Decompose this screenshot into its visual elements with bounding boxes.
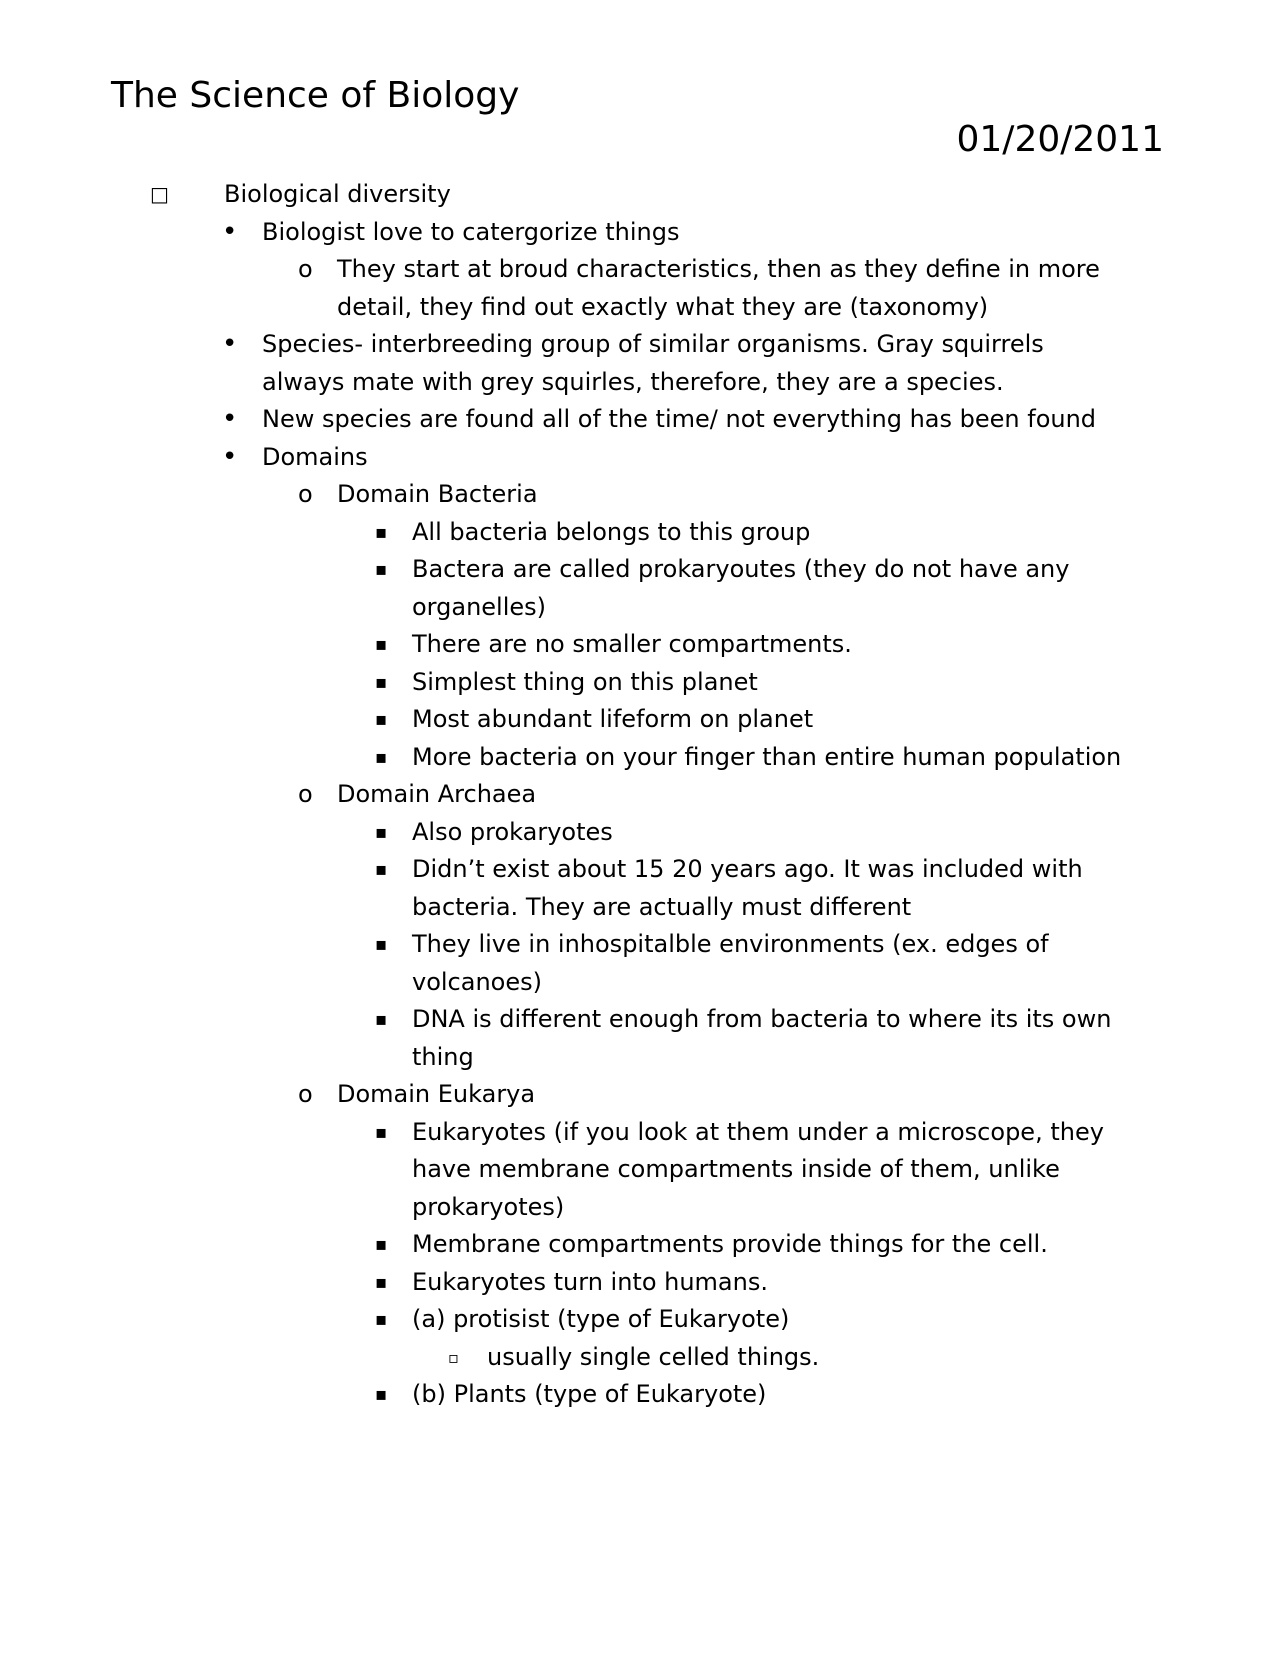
bullet-marker-icon: ▪ xyxy=(375,1384,388,1405)
outline-item xyxy=(0,1376,1130,1414)
outline-item xyxy=(0,214,1110,252)
bullet-marker-icon: o xyxy=(298,1080,313,1108)
outline-item-text: Most abundant lifeform on planet xyxy=(412,705,814,733)
outline-item-text: More bacteria on your finger than entire human population xyxy=(412,742,1122,771)
bullet-marker-icon: ▪ xyxy=(375,1121,388,1143)
bullet-marker-icon: ▪ xyxy=(375,859,388,880)
outline-item-text: Domain Bacteria xyxy=(337,480,538,508)
bullet-marker-icon: • xyxy=(222,329,238,359)
outline-item xyxy=(0,251,1110,326)
bullet-marker-icon: ▪ xyxy=(375,634,388,655)
document-title: The Science of Biology xyxy=(111,75,520,116)
outline-item-text: Domains xyxy=(262,442,368,471)
outline-item xyxy=(0,1301,1130,1339)
outline-item xyxy=(0,1226,1130,1264)
bullet-marker-icon: ▪ xyxy=(375,1009,388,1030)
outline-item-text: Membrane compartments provide things for the cell. xyxy=(412,1230,1048,1258)
notes-outline xyxy=(0,176,1280,1414)
bullet-marker-icon: ▪ xyxy=(375,746,388,768)
bullet-marker-icon: ▫ xyxy=(448,1347,459,1367)
outline-item xyxy=(0,176,1110,214)
bullet-marker-icon: ▪ xyxy=(375,821,388,843)
outline-item xyxy=(0,514,1130,552)
bullet-marker-icon: o xyxy=(298,480,313,508)
bullet-marker-icon: ▪ xyxy=(375,559,388,580)
outline-item-text: They start at broud characteristics, then as they define in more detail, they find out exactly what they are (taxonomy) xyxy=(337,255,1100,321)
bullet-marker-icon: ▪ xyxy=(375,1309,388,1330)
outline-item xyxy=(0,439,1110,477)
bullet-marker-icon: ▪ xyxy=(375,521,388,543)
outline-item xyxy=(0,739,1130,777)
outline-item-text: They live in inhospitalble environments (ex. edges of volcanoes) xyxy=(412,930,1049,996)
outline-item-text: Domain Eukarya xyxy=(337,1080,536,1108)
outline-item xyxy=(0,664,1130,702)
document-date: 01/20/2011 xyxy=(956,119,1164,160)
bullet-marker-icon: • xyxy=(222,441,238,472)
outline-item-text: All bacteria belongs to this group xyxy=(412,517,811,546)
bullet-marker-icon: • xyxy=(222,216,238,247)
outline-item-text: DNA is different enough from bacteria to where its its own thing xyxy=(412,1005,1112,1071)
outline-item-text: Bactera are called prokaryoutes (they do not have any organelles) xyxy=(412,555,1070,621)
bullet-marker-icon: ▪ xyxy=(375,934,388,955)
outline-item xyxy=(0,1339,1110,1377)
outline-item-text: Biologist love to catergorize things xyxy=(262,217,680,246)
outline-item-text: (a) protisist (type of Eukaryote) xyxy=(412,1305,790,1333)
outline-item xyxy=(0,401,1110,439)
outline-item-text: Biological diversity xyxy=(224,180,451,208)
outline-item xyxy=(0,851,1130,926)
outline-item xyxy=(0,1264,1130,1302)
bullet-marker-icon: ▪ xyxy=(375,1271,388,1293)
outline-item xyxy=(0,814,1130,852)
outline-item xyxy=(0,1114,1130,1227)
bullet-marker-icon: ▪ xyxy=(375,709,388,730)
outline-item xyxy=(0,776,1110,814)
outline-item-text: Domain Archaea xyxy=(337,780,537,808)
outline-item xyxy=(0,626,1130,664)
outline-item-text: Eukaryotes (if you look at them under a microscope, they have membrane compartments inside of them, unlike prokaryotes) xyxy=(412,1117,1104,1221)
bullet-marker-icon: • xyxy=(222,404,238,434)
outline-item-text: There are no smaller compartments. xyxy=(412,630,852,658)
bullet-marker-icon: □ xyxy=(150,182,169,206)
outline-item xyxy=(0,701,1130,739)
outline-item xyxy=(0,926,1130,1001)
bullet-marker-icon: ▪ xyxy=(375,1234,388,1255)
outline-item-text: usually single celled things. xyxy=(487,1342,820,1371)
outline-item-text: Eukaryotes turn into humans. xyxy=(412,1267,768,1296)
outline-item xyxy=(0,1076,1110,1114)
outline-item xyxy=(0,1001,1130,1076)
outline-item-text: Species- interbreeding group of similar organisms. Gray squirrels always mate with grey squirles, therefore, they are a species. xyxy=(262,330,1044,396)
outline-item-text: Didn’t exist about 15 20 years ago. It was included with bacteria. They are actually must different xyxy=(412,855,1083,921)
outline-item-text: Also prokaryotes xyxy=(412,817,613,846)
outline-item xyxy=(0,476,1110,514)
outline-item xyxy=(0,326,1110,401)
bullet-marker-icon: o xyxy=(298,255,313,283)
outline-item-text: Simplest thing on this planet xyxy=(412,667,758,696)
outline-item xyxy=(0,551,1130,626)
outline-item-text: (b) Plants (type of Eukaryote) xyxy=(412,1380,767,1408)
bullet-marker-icon: ▪ xyxy=(375,671,388,693)
bullet-marker-icon: o xyxy=(298,780,313,808)
outline-item-text: New species are found all of the time/ not everything has been found xyxy=(262,405,1097,433)
